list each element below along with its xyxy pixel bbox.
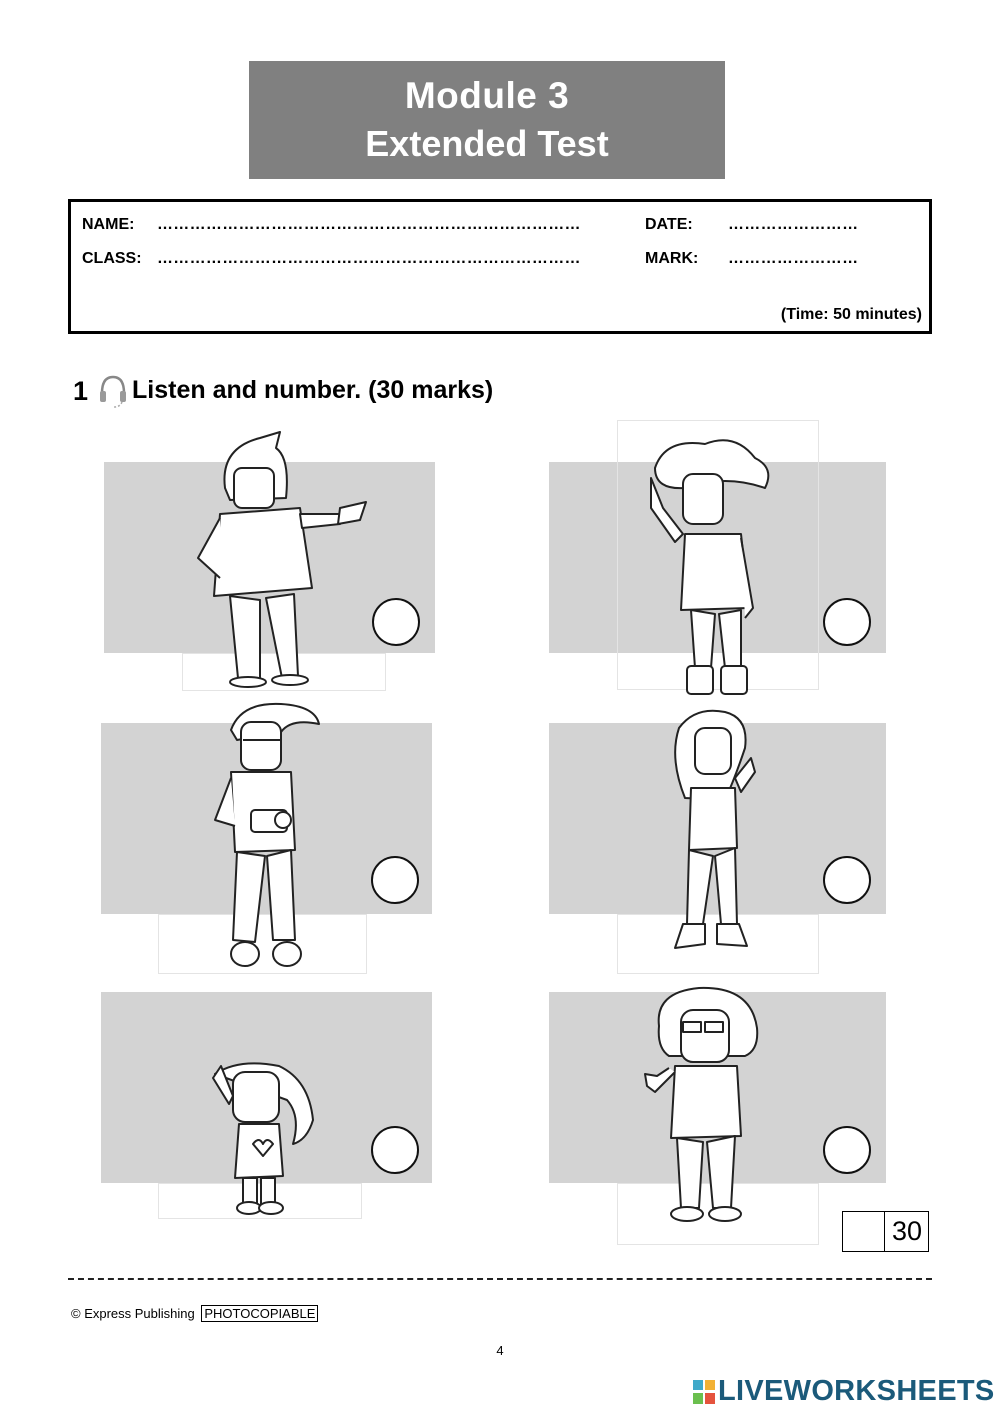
copyright-text: © Express Publishing: [71, 1306, 195, 1321]
woman-waving-figure: [665, 708, 761, 968]
answer-circle-2[interactable]: [823, 598, 871, 646]
picture-boy-with-camera: [101, 700, 433, 976]
answer-circle-5[interactable]: [371, 1126, 419, 1174]
answer-circle-3[interactable]: [371, 856, 419, 904]
liveworksheets-logo-icon: [693, 1380, 715, 1404]
picture-curly-haired-man-thumbs-up: [549, 980, 887, 1246]
score-total: 30: [891, 1216, 923, 1246]
date-label: DATE:: [645, 216, 693, 233]
picture-farmer-girl: [549, 420, 887, 690]
headphones-icon: [98, 373, 128, 409]
class-label: CLASS:: [82, 250, 142, 267]
mark-label: MARK:: [645, 250, 699, 267]
picture-man-with-money: [104, 420, 436, 690]
exercise-number: 1: [73, 376, 89, 406]
footer: [71, 1306, 318, 1321]
name-label: NAME:: [82, 216, 135, 233]
farmer-girl-figure: [645, 438, 795, 703]
module-title-banner: [249, 61, 725, 179]
score-input[interactable]: [843, 1212, 885, 1251]
picture-woman-waving: [549, 700, 887, 976]
answer-circle-6[interactable]: [823, 1126, 871, 1174]
picture-little-girl-waving: [101, 992, 433, 1220]
exercise-instruction: Listen and number. (30 marks): [132, 376, 494, 404]
little-girl-waving-figure: [209, 1060, 321, 1216]
date-field[interactable]: ……………………: [728, 216, 859, 233]
page-number: 4: [496, 1343, 504, 1358]
man-with-money-figure: [190, 428, 370, 688]
curly-haired-man-figure: [641, 986, 771, 1232]
footer-divider: [68, 1278, 932, 1280]
score-box: [842, 1211, 929, 1252]
module-title: Module 3: [404, 75, 570, 116]
class-field[interactable]: ……………………………………………………………………: [157, 250, 581, 267]
mark-field[interactable]: ……………………: [728, 250, 859, 267]
liveworksheets-brand-text: LIVEWORKSHEETS: [718, 1375, 995, 1407]
answer-circle-1[interactable]: [372, 598, 420, 646]
student-info-box: [68, 199, 932, 334]
photocopiable-label: PHOTOCOPIABLE: [201, 1305, 318, 1322]
boy-with-camera-figure: [211, 700, 321, 976]
test-subtitle: Extended Test: [365, 123, 609, 164]
time-note: (Time: 50 minutes): [780, 306, 922, 323]
name-field[interactable]: ……………………………………………………………………: [157, 216, 581, 233]
answer-circle-4[interactable]: [823, 856, 871, 904]
